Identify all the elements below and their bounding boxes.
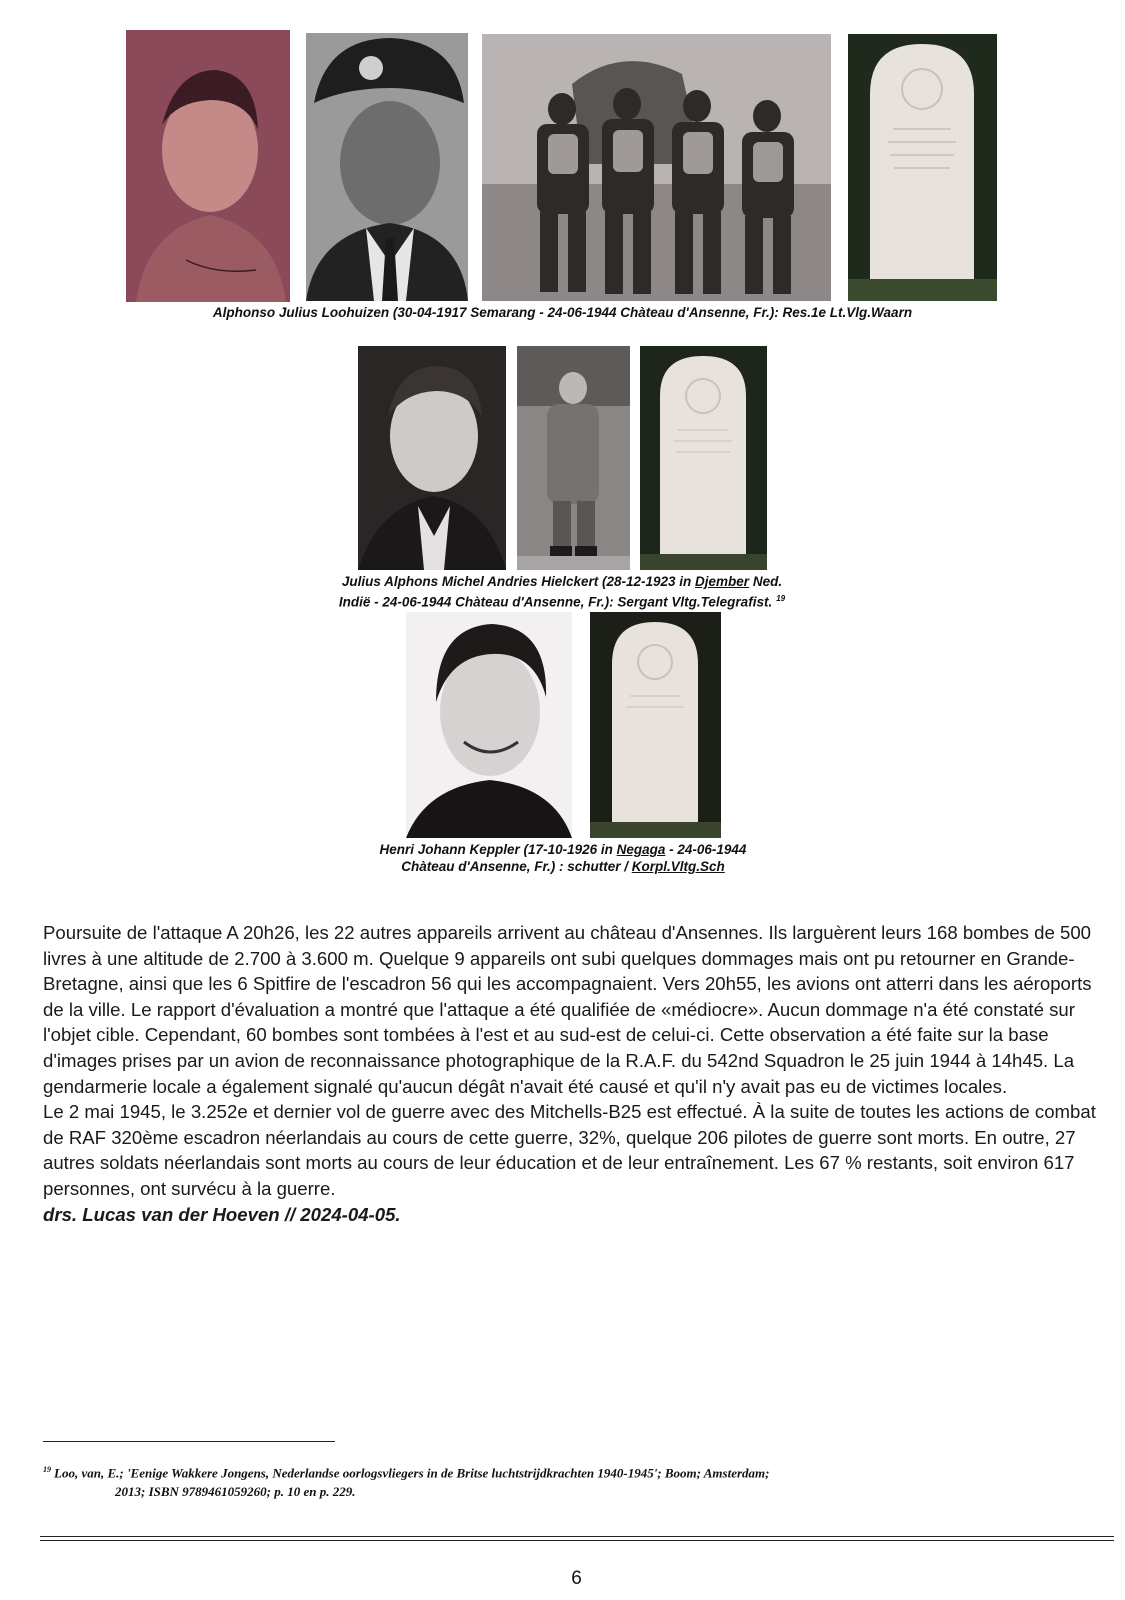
caption-loohuizen xyxy=(120,304,1005,321)
photo-loohuizen-portrait xyxy=(126,30,290,302)
caption-loohuizen-text: Alphonso Julius Loohuizen (30-04-1917 Semarang - 24-06-1944 Chàteau d'Ansenne, Fr.): Res.1e Lt.Vlg.Waarn xyxy=(212,305,913,320)
caption-hielckert xyxy=(262,573,862,611)
caption-keppler xyxy=(318,841,808,875)
photo-loohuizen-headstone xyxy=(848,34,997,301)
body-text xyxy=(43,920,1103,1227)
caption-hielckert-line1: Julius Alphons Michel Andries Hielckert (28-12-1923 in Djember Ned. xyxy=(341,574,783,589)
footnote-divider xyxy=(43,1441,335,1442)
footnote-line2: 2013; ISBN 9789461059260; p. 10 en p. 229. xyxy=(115,1484,356,1500)
link-djember: Djember xyxy=(695,574,750,589)
photo-keppler-portrait xyxy=(406,612,572,838)
photo-hielckert-portrait xyxy=(358,346,506,570)
paragraph-1: Poursuite de l'attaque A 20h26, les 22 autres appareils arrivent au château d'Ansennes. Ils larguèrent leurs 168 bombes de 500 livres à une altitude de 2.700 à 3.600 m. Quelque 9 appareils ont subi quelques dommages mais ont pu retourner en Grande-Bretagne, ainsi que les 6 Spitfire de l'escadron 56 qui les accompagnaient. Vers 20h55, les avions ont atterri dans les aéroports de la ville. Le rapport d'évaluation a montré que l'attaque a été qualifiée de «médiocre». Aucun dommage n'a été constaté sur l'objet cible. Cependant, 60 bombes sont tombées à l'est et au sud-est de celui-ci. Cette observation a été faite sur la base d'images prises par un avion de reconnaissance photographique de la R.A.F. du 542nd Squadron le 25 juin 1944 à 14h45. La gendarmerie locale a également signalé qu'aucun dégât n'avait été causé et qu'il n'y avait pas eu de victimes locales. xyxy=(43,922,1092,1097)
photo-aircrew-group xyxy=(482,34,831,301)
photo-hielckert-headstone xyxy=(640,346,767,570)
photo-hielckert-flight-suit xyxy=(517,346,630,570)
footnote xyxy=(43,1460,1083,1501)
footer-divider-secondary xyxy=(40,1540,1114,1541)
caption-keppler-line1: Henri Johann Keppler (17-10-1926 in Negaga - 24-06-1944 xyxy=(379,842,747,857)
photo-keppler-headstone xyxy=(590,612,721,838)
link-negaga: Negaga xyxy=(616,842,666,857)
footnote-line1: Loo, van, E.; 'Eenige Wakkere Jongens, Nederlandse oorlogsvliegers in de Britse luchtstrijdkrachten 1940-1945'; Boom; Amsterdam; xyxy=(54,1465,770,1481)
signature: drs. Lucas van der Hoeven // 2024-04-05. xyxy=(43,1203,401,1225)
footnote-number: 19 xyxy=(43,1465,51,1474)
photo-loohuizen-uniform xyxy=(306,33,468,301)
paragraph-2: Le 2 mai 1945, le 3.252e et dernier vol de guerre avec des Mitchells-B25 est effectué. À la suite de toutes les actions de combat de RAF 320ème escadron néerlandais au cours de cette guerre, 32%, quelque 206 pilotes de guerre sont morts. En outre, 27 autres soldats néerlandais sont morts au cours de leur éducation et de leur entraînement. Les 67 % restants, soit environ 617 personnes, ont survécu à la guerre. xyxy=(43,1101,1096,1199)
page-number: 6 xyxy=(571,1568,582,1589)
link-korpl: Korpl.Vltg.Sch xyxy=(631,859,725,874)
caption-hielckert-line2: Indië - 24-06-1944 Chàteau d'Ansenne, Fr.): Sergant Vltg.Telegrafist. $^{19}$ xyxy=(338,594,786,610)
footer-divider xyxy=(40,1536,1114,1537)
caption-keppler-line2: Chàteau d'Ansenne, Fr.) : schutter / Korpl.Vltg.Sch xyxy=(401,859,725,874)
footnote-ref: 19 xyxy=(776,594,786,603)
